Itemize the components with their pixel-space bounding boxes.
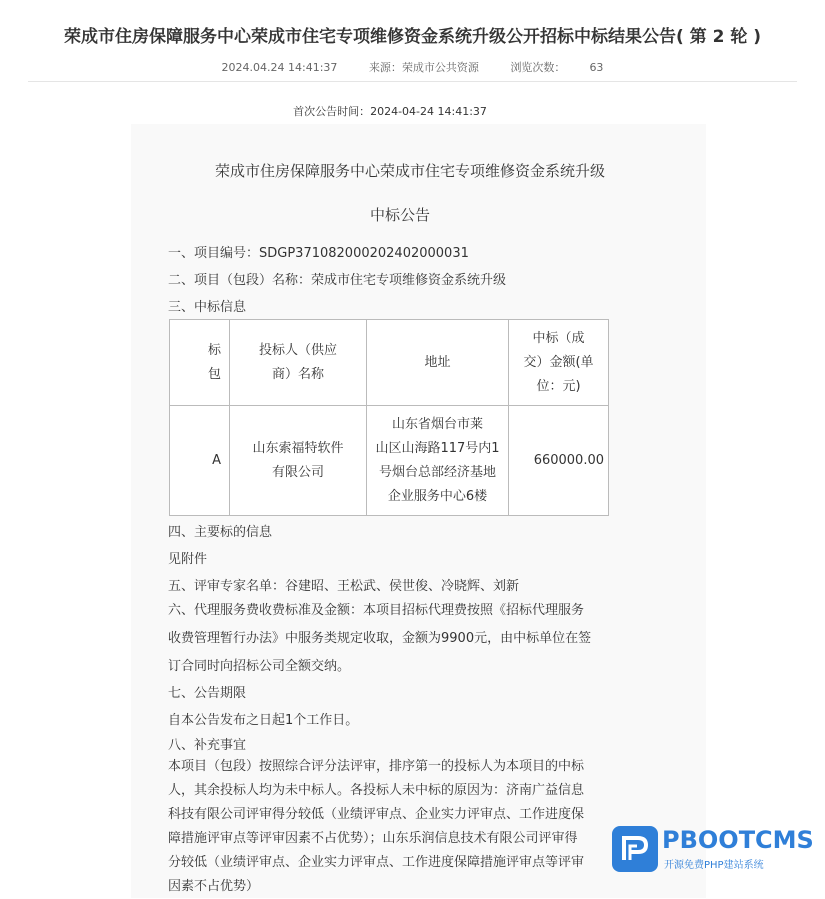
header-bidder-line: 投标人（供应 (258, 342, 337, 358)
header-bidder (230, 320, 367, 406)
cell-bidder (230, 406, 367, 516)
supplement-paragraph (168, 755, 628, 899)
header-address-line: 地址 (424, 354, 451, 370)
bidder-line: 有限公司 (271, 464, 324, 480)
project-name: 二、项目（包段）名称：荣成市住宅专项维修资金系统升级 (168, 273, 507, 288)
view-count (510, 61, 603, 74)
notice-period-body: 自本公告发布之日起1个工作日。 (168, 713, 359, 728)
address-line: 山区山海路117号内1 (375, 440, 500, 456)
paragraph-line: 障措施评审点等评审因素不占优势）；山东乐润信息技术有限公司评审得 (168, 831, 578, 846)
pbootcms-watermark (612, 826, 814, 872)
pbootcms-logo-icon (612, 826, 658, 872)
header-lot (170, 320, 230, 406)
views-label: 浏览次数： (510, 61, 566, 74)
paragraph-line: 收费管理暂行办法》中服务类规定收取，金额为9900元，由中标单位在签 (168, 631, 592, 646)
paragraph-line: 六、代理服务费收费标准及金额：本项目招标代理费按照《招标代理服务 (168, 603, 585, 618)
paragraph-line: 本项目（包段）按照综合评分法评审，排序第一的投标人为本项目的中标 (168, 759, 585, 774)
section-notice-period: 七、公告期限 (168, 686, 247, 701)
views-value: 63 (589, 61, 604, 74)
publish-date: 2024.04.24 14:41:37 (221, 61, 338, 74)
agency-fee-paragraph (168, 597, 628, 681)
header-amount-line: 中标（成 (532, 330, 585, 346)
header-lot-line: 标 (207, 342, 221, 358)
section-main-items: 四、主要标的信息 (168, 525, 273, 540)
first-publish-time: 首次公告时间：2024-04-24 14:41:37 (293, 105, 487, 118)
project-number: 一、项目编号：SDGP371082000202402000031 (168, 246, 469, 261)
paragraph-line: 订合同时向招标公司全额交纳。 (168, 659, 351, 674)
article-meta (0, 59, 825, 75)
award-table (169, 319, 609, 516)
address-line: 号烟台总部经济基地 (378, 464, 496, 480)
address-line: 山东省烟台市莱 (391, 416, 483, 432)
table-row (170, 406, 609, 516)
cell-address (367, 406, 509, 516)
cell-amount: 660000.00 (509, 406, 609, 516)
section-supplement: 八、补充事宜 (168, 738, 247, 753)
header-amount-line: 交）金额(单 (523, 354, 594, 370)
paragraph-line: 人，其余投标人均为未中标人。各投标人未中标的原因为：济南广益信息 (168, 783, 585, 798)
paragraph-line: 因素不占优势） (168, 879, 260, 894)
header-amount (509, 320, 609, 406)
document-subtitle: 中标公告 (369, 206, 430, 224)
paragraph-line: 分较低（业绩评审点、企业实力评审点、工作进度保障措施评审点等评审 (168, 855, 585, 870)
document-title: 荣成市住房保障服务中心荣成市住宅专项维修资金系统升级 (214, 162, 605, 180)
source-value: 荣成市公共资源 (401, 61, 479, 74)
expert-list: 五、评审专家名单：谷建昭、王松武、侯世俊、冷晓辉、刘新 (168, 579, 520, 594)
main-items-body: 见附件 (168, 552, 208, 567)
header-address (367, 320, 509, 406)
watermark-brand: PBOOTCMS (662, 826, 814, 854)
section-award-info: 三、中标信息 (168, 300, 247, 315)
header-divider (28, 81, 797, 82)
bidder-line: 山东索福特软件 (252, 440, 344, 456)
header-amount-line: 位：元) (536, 378, 581, 394)
paragraph-line: 科技有限公司评审得分较低（业绩评审点、企业实力评审点、工作进度保 (168, 807, 585, 822)
table-header-row (170, 320, 609, 406)
address-line: 企业服务中心6楼 (387, 488, 488, 504)
source-label: 来源： (368, 61, 402, 74)
watermark-tagline: 开源免费PHP建站系统 (664, 860, 764, 871)
header-bidder-line: 商）名称 (271, 366, 324, 382)
page-title: 荣成市住房保障服务中心荣成市住宅专项维修资金系统升级公开招标中标结果公告( 第 2 轮 ) (63, 27, 762, 47)
cell-lot: A (170, 406, 230, 516)
header-lot-line: 包 (207, 366, 221, 382)
source-info (369, 61, 479, 74)
